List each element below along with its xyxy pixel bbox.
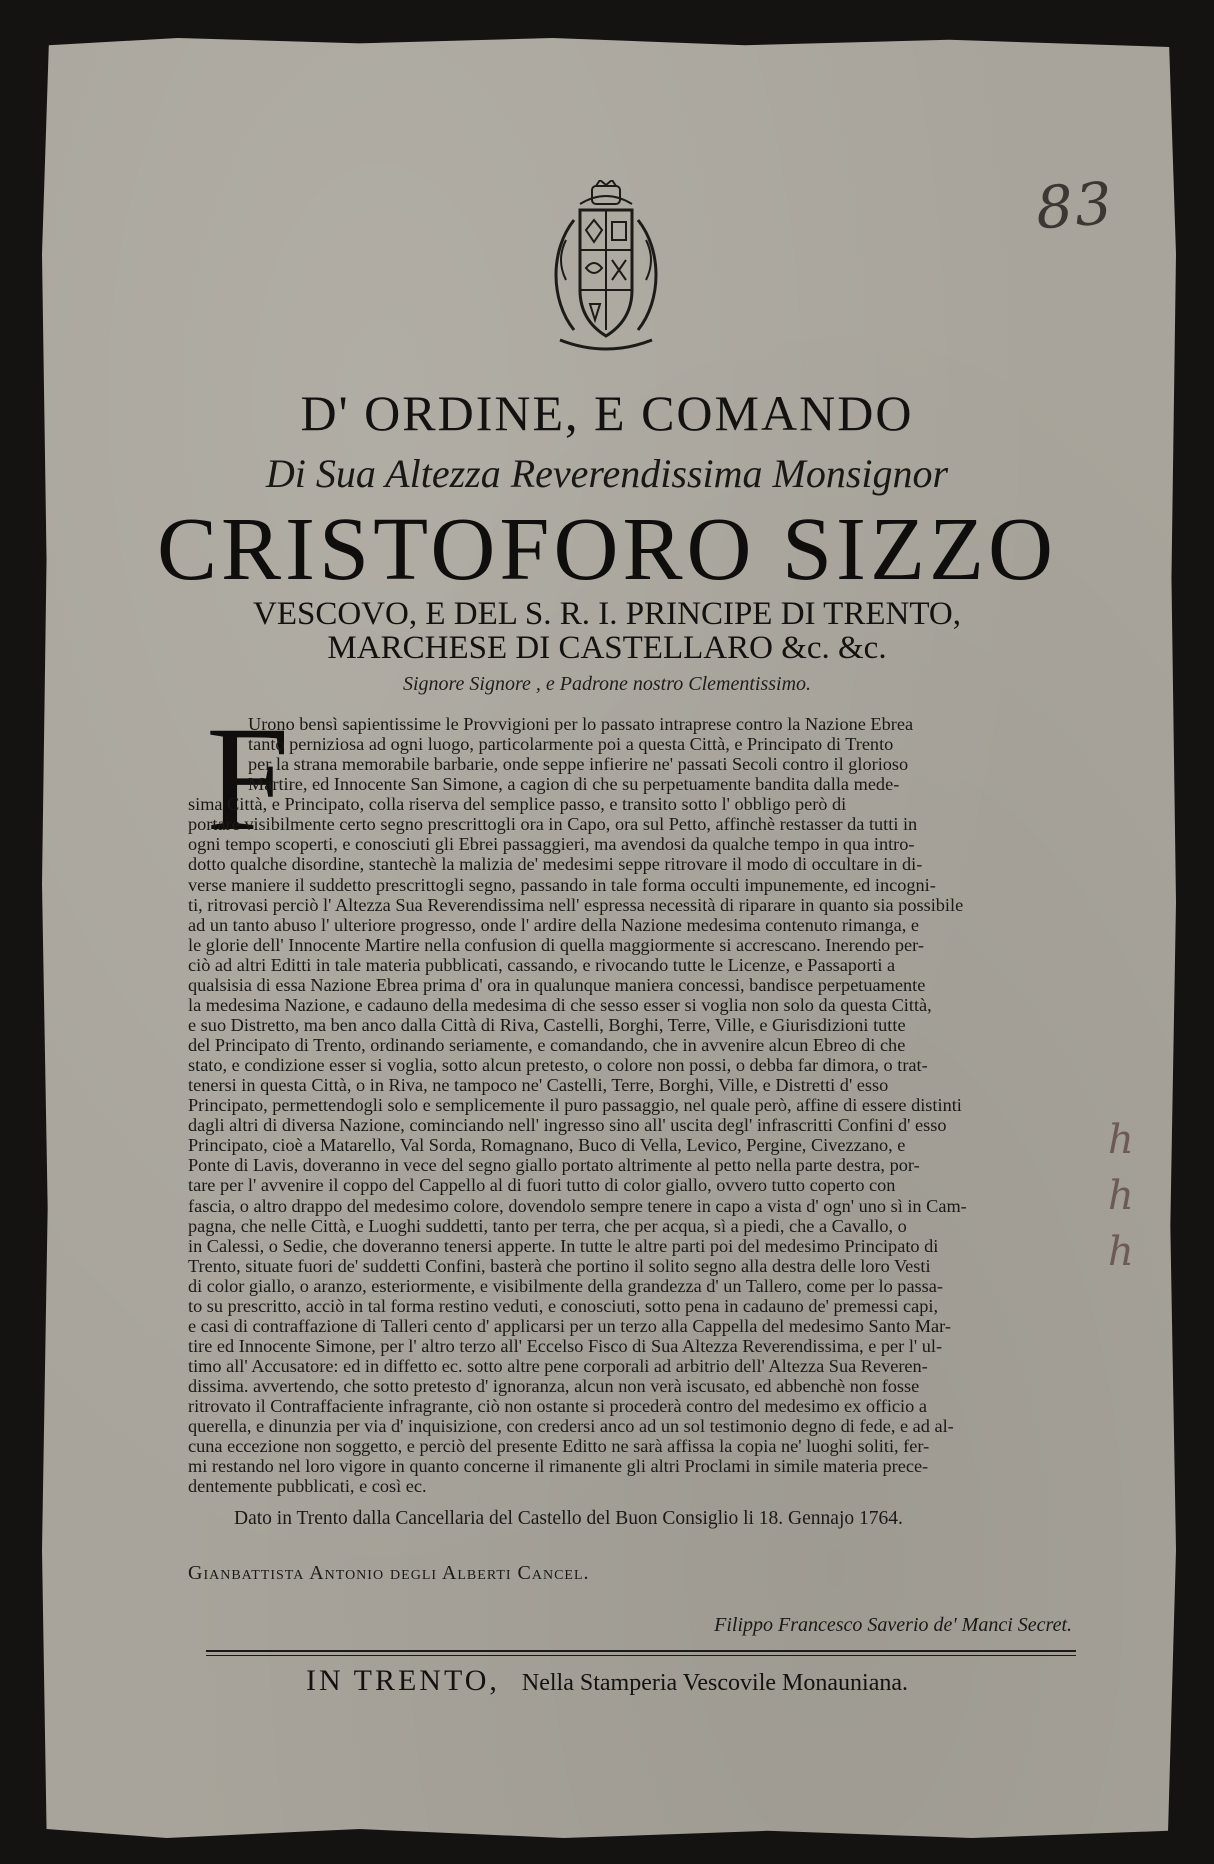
body-line: Ponte di Lavis, doveranno in vece del segno giallo portato altrimente al petto nella parte destra, por- [188, 1155, 920, 1176]
body-line: qualsisia di essa Nazione Ebrea prima d' ora in qualunque maniera concessi, bandisce perpetuamente [188, 974, 926, 995]
imprint-press: Nella Stamperia Vescovile Monauniana. [521, 1670, 908, 1696]
body-line: dissima. avvertendo, che sotto pretesto d' ignoranza, alcun non verà iscusato, ed abbenchè non fosse [188, 1376, 920, 1397]
coat-of-arms-icon [540, 180, 672, 354]
body-line: portare visibilmente certo segno prescrittogli ora in Capo, ora sul Petto, affinchè restasser da tutti in [188, 814, 918, 835]
issuer-name: CRISTOFORO SIZZO [157, 500, 1057, 599]
title-line-2: MARCHESE DI CASTELLARO &c. &c. [327, 630, 887, 666]
body-line: ti, ritrovasi perciò l' Altezza Sua Reverendissima nell' espressa necessità di riparare in quanto sia possibile [188, 894, 964, 915]
body-line: tanto perniziosa ad ogni luogo, particolarmente poi a questa Città, e Principato di Trento [248, 734, 894, 755]
body-line: Principato, cioè a Matarello, Val Sorda, Romagnano, Buco di Vella, Levico, Pergine, Civezzano, e [188, 1135, 906, 1156]
body-line: di color giallo, o aranzo, esteriormente, e visibilmente della grandezza d' un Tallero, come per lo passa- [188, 1275, 943, 1296]
body-line: timo all' Accusatore: ed in diffetto ec. sotto altre pene corporali ad arbitrio dell' Altezza Sua Reveren- [188, 1356, 928, 1376]
body-line: tire ed Innocente Simone, per l' altro terzo all' Eccelso Fisco di Sua Altezza Reverendissima, e per l' ul- [188, 1335, 943, 1356]
body-line: ad un tanto abuso l' ulteriore progresso, onde l' ardire della Nazione medesima contenuto rimanga, e [188, 914, 919, 935]
body-line: Martire, ed Innocente San Simone, a cagion di che su perpetuamente bandita dalla mede- [248, 774, 900, 795]
divider-rule [206, 1655, 1076, 1656]
body-line: ciò ad altri Editti in tale materia pubblicati, cassando, e rivocando tutte le Licenze, e Passaporti a [188, 954, 896, 975]
title-line-1: VESCOVO, E DEL S. R. I. PRINCIPE DI TRENTO, [252, 596, 961, 632]
body-line: querella, e dinunzia per via d' inquisizione, con credersi anco ad un sol testimonio degno di fede, e ad al- [188, 1416, 954, 1437]
body-line: to su prescritto, acciò in tal forma restino veduti, e conosciuti, sotto pena in cadauno de' premessi capi, [188, 1295, 939, 1316]
salutation: Signore Signore , e Padrone nostro Clementissimo. [402, 673, 812, 695]
body-line: dagli altri di diversa Nazione, cominciando nell' ingresso sino all' uscita degl' infrascritti Confini d' esso [188, 1115, 947, 1136]
drop-cap: F [206, 696, 290, 862]
chancellor-signature: Gianbattista Antonio degli Alberti Cancel. [188, 1562, 590, 1584]
body-line: stato, e condizione esser si voglia, sotto alcun pretesto, o colore non possi, o debba far dimora, o trat- [188, 1055, 928, 1076]
divider-rule [206, 1650, 1076, 1652]
body-line: in Calessi, o Sedie, che doveranno tenersi apperte. In tutte le altre parti poi del medesimo Principato di [188, 1235, 939, 1256]
margin-mark: h [1108, 1229, 1134, 1275]
secretary-signature: Filippo Francesco Saverio de' Manci Secret. [714, 1614, 1072, 1636]
body-line: ritrovato il Contraffaciente infragrante, ciò non ostante si procederà contro del medesimo ex officio a [188, 1396, 927, 1417]
body-line: del Principato di Trento, ordinando seriamente, e comandando, che in avvenire alcun Ebreo di che [188, 1035, 906, 1055]
body-line: tare per l' avvenire il coppo del Cappello al di fuori tutto di color giallo, ovvero tutto coperto con [188, 1175, 896, 1196]
printer-imprint [0, 1664, 1214, 1698]
body-line: mi restando nel loro vigore in quanto concerne il rimanente gli altri Proclami in simile materia prece- [188, 1456, 929, 1477]
body-line: Trento, situate fuori de' suddetti Confini, basterà che portino il solito segno alla destra delle loro Vesti [188, 1255, 931, 1276]
margin-mark: h [1108, 1173, 1134, 1219]
body-line: Principato, permettendogli solo e semplicemente il puro passaggio, nel quale però, affine di essere distinti [188, 1095, 962, 1116]
handwritten-page-number: 83 [1033, 169, 1117, 243]
body-line: verse maniere il suddetto prescrittogli segno, passando in tale forma occulti impunemente, ed incogni- [188, 874, 936, 895]
margin-annotation [1108, 1112, 1148, 1280]
body-line: tenersi in questa Città, o in Riva, ne tampoco ne' Castelli, Terre, Borghi, Ville, e Distretti d' esso [188, 1075, 889, 1096]
body-line: dotto qualche disordine, stantechè la malizia de' medesimi seppe ritrovare il modo di occultare in di- [188, 854, 923, 875]
body-line: le glorie dell' Innocente Martire nella confusion di quella maggiormente si accrescano. Inerendo per- [188, 934, 924, 955]
edict-body [188, 696, 1078, 1497]
body-line: Urono bensì sapientissime le Provvigioni per lo passato intraprese contro la Nazione Ebrea [248, 714, 914, 734]
body-line: pagna, che nelle Città, e Luoghi suddetti, tanto per terra, che per acqua, sì a piedi, che a Cavallo, o [188, 1215, 907, 1236]
body-line: ogni tempo scoperti, e conosciuti gli Ebrei passaggieri, ma avendosi da qualche tempo in qua intro- [188, 834, 915, 855]
body-line: fascia, o altro drappo del medesimo colore, dovendolo sempre tenere in capo a vista d' ogn' uno sì in Cam- [188, 1195, 967, 1216]
body-line: sima Città, e Principato, colla riserva del semplice passo, e transito sotto l' obbligo però di [188, 794, 847, 815]
body-line: e suo Distretto, ma ben anco dalla Città di Riva, Castelli, Borghi, Terre, Ville, e Giurisdizioni tutte [188, 1014, 906, 1035]
date-line: Dato in Trento dalla Cancellaria del Castello del Buon Consiglio li 18. Gennajo 1764. [234, 1508, 903, 1529]
body-line: per la strana memorabile barbarie, onde seppe infierire ne' passati Secoli contro il glorioso [248, 754, 909, 775]
body-line: e casi di contraffazione di Talleri cento d' applicarsi per un terzo alla Cappella del medesimo Santo Mar- [188, 1315, 951, 1336]
body-line: dentemente pubblicati, e così ec. [188, 1476, 427, 1497]
body-line: cuna eccezione non soggetto, e perciò del presente Editto ne sarà affissa la copia ne' luoghi soliti, fer- [188, 1436, 930, 1457]
subtitle: Di Sua Altezza Reverendissima Monsignor [265, 451, 949, 496]
order-heading: D' ORDINE, E COMANDO [300, 385, 914, 441]
body-line: la medesima Nazione, e cadauno della medesima di che sesso esser si voglia non solo da questa Città, [188, 994, 932, 1015]
imprint-place: IN TRENTO, [306, 1664, 500, 1697]
margin-mark: h [1108, 1117, 1134, 1163]
